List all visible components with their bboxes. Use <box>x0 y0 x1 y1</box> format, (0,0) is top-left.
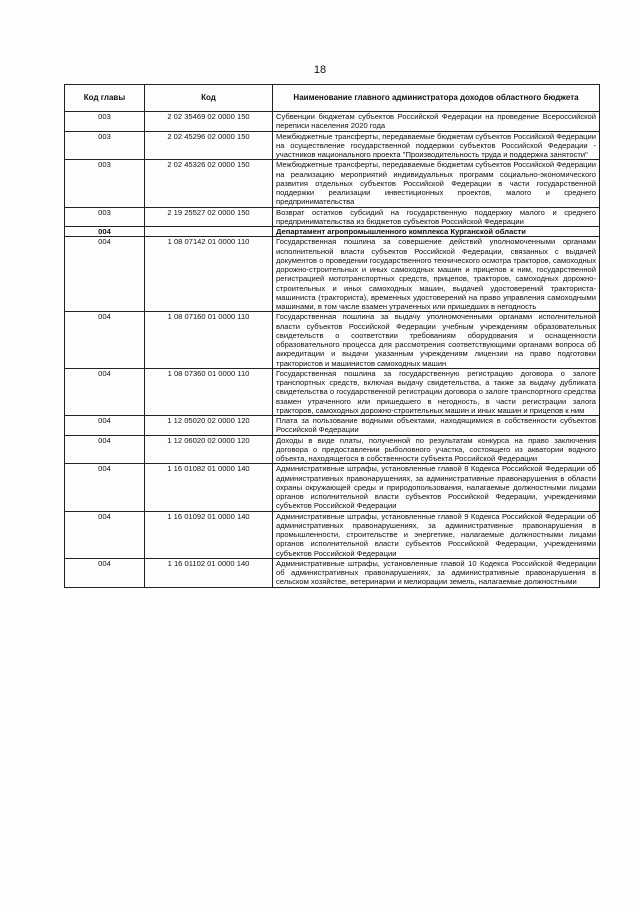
table-row <box>65 511 600 558</box>
table-header-row <box>65 85 600 112</box>
cell-code: 2 02 35469 02 0000 150 <box>145 112 273 132</box>
table-row <box>65 368 600 415</box>
table-row <box>65 160 600 207</box>
cell-name: Субвенции бюджетам субъектов Российской Федерации на проведение Всероссийской переписи населения 2020 года <box>273 112 600 132</box>
header-chapter-code: Код главы <box>65 85 145 112</box>
cell-chapter-code: 004 <box>65 464 145 511</box>
cell-name: Департамент агропромышленного комплекса Курганской области <box>273 227 600 237</box>
revenue-codes-table <box>64 84 600 588</box>
cell-code: 1 08 07360 01 0000 110 <box>145 368 273 415</box>
cell-name: Возврат остатков субсидий на государственную поддержку малого и среднего предпринимательства из бюджетов субъектов Российской Федерации <box>273 207 600 227</box>
table-row <box>65 435 600 464</box>
table-row <box>65 207 600 227</box>
cell-code: 1 16 01082 01 0000 140 <box>145 464 273 511</box>
cell-code: 2 19 25527 02 0000 150 <box>145 207 273 227</box>
cell-name: Межбюджетные трансферты, передаваемые бюджетам субъектов Российской Федерации на реализацию мероприятий индивидуальных программ социально-экономического развития отдельных субъектов Российской Федерации в части государственной поддержки реализации инвестиционных проектов, малого и среднего предпринимательства <box>273 160 600 207</box>
cell-chapter-code: 004 <box>65 511 145 558</box>
cell-chapter-code: 004 <box>65 558 145 587</box>
cell-chapter-code: 004 <box>65 435 145 464</box>
cell-chapter-code: 003 <box>65 160 145 207</box>
cell-code: 1 16 01102 01 0000 140 <box>145 558 273 587</box>
department-row <box>65 227 600 237</box>
cell-name: Межбюджетные трансферты, передаваемые бюджетам субъектов Российской Федерации на осуществление государственной поддержки субъектов Российской Федерации - участников национального проекта "Производительность труда и поддержка занятости" <box>273 131 600 160</box>
table-row <box>65 312 600 369</box>
cell-chapter-code: 004 <box>65 416 145 436</box>
cell-name: Государственная пошлина за государственную регистрацию договора о залоге транспортных средств, включая выдачу свидетельства, а также за выдачу дубликата свидетельства о государственной регистрации договора о залоге транспортного средства взамен утраченного или пришедшего в негодность, в части регистрации залога тракторов, самоходных дорожно-строительных машин и иных машин и прицепов к ним <box>273 368 600 415</box>
table-row <box>65 416 600 436</box>
cell-code: 1 08 07160 01 0000 110 <box>145 312 273 369</box>
cell-chapter-code: 004 <box>65 227 145 237</box>
cell-code: 2 02 45296 02 0000 150 <box>145 131 273 160</box>
cell-chapter-code: 003 <box>65 207 145 227</box>
cell-name: Государственная пошлина за выдачу уполномоченными органами исполнительной власти субъектов Российской Федерации учебным учреждениям образовательных свидетельств о соответствии требованиям оборудования и оснащенности образовательного процесса для рассмотрения соответствующими органами вопроса об аккредитации и выдачи указанным учреждениям лицензии на право подготовки трактористов и машинистов самоходных машин <box>273 312 600 369</box>
cell-chapter-code: 003 <box>65 112 145 132</box>
cell-chapter-code: 004 <box>65 237 145 312</box>
cell-name: Административные штрафы, установленные главой 9 Кодекса Российской Федерации об административных правонарушениях, за административные правонарушения в промышленности, строительстве и энергетике, налагаемые должностными лицами органов исполнительной власти субъектов Российской Федерации, учреждениями субъектов Российской Федерации <box>273 511 600 558</box>
cell-code: 1 12 05020 02 0000 120 <box>145 416 273 436</box>
cell-chapter-code: 004 <box>65 312 145 369</box>
cell-name: Административные штрафы, установленные главой 10 Кодекса Российской Федерации об административных правонарушениях, за административные правонарушения в сельском хозяйстве, ветеринарии и мелиорации земель, налагаемые должностными <box>273 558 600 587</box>
cell-name: Плата за пользование водными объектами, находящимися в собственности субъектов Российской Федерации <box>273 416 600 436</box>
cell-code <box>145 227 273 237</box>
cell-name: Государственная пошлина за совершение действий уполномоченными органами исполнительной власти субъектов Российской Федерации, связанных с выдачей документов о проведении государственного технического осмотра тракторов, самоходных дорожно-строительных и иных самоходных машин и прицепов к ним, государственной регистрацией мототранспортных средств, прицепов, тракторов, самоходных дорожно-строительных и иных самоходных машин, выдачей удостоверений тракториста-машиниста (тракториста), временных удостоверений на право управления самоходными машинами, в том числе взамен утраченных или пришедших в негодность <box>273 237 600 312</box>
header-administrator-name: Наименование главного администратора доходов областного бюджета <box>273 85 600 112</box>
table-body <box>65 112 600 588</box>
header-code: Код <box>145 85 273 112</box>
cell-code: 1 12 06020 02 0000 120 <box>145 435 273 464</box>
cell-name: Административные штрафы, установленные главой 8 Кодекса Российской Федерации об административных правонарушениях, за административные правонарушения в области охраны окружающей среды и природопользования, налагаемые должностными лицами органов исполнительной власти субъектов Российской Федерации, учреждениями субъектов Российской Федерации <box>273 464 600 511</box>
cell-name: Доходы в виде платы, полученной по результатам конкурса на право заключения договора о предоставлении рыболовного участка, состоящего из акватории водного объекта, находящегося в собственности субъекта Российской Федерации <box>273 435 600 464</box>
table-row <box>65 237 600 312</box>
table-row <box>65 112 600 132</box>
page-number: 18 <box>313 64 327 76</box>
cell-code: 2 02 45326 02 0000 150 <box>145 160 273 207</box>
table-row <box>65 131 600 160</box>
cell-chapter-code: 003 <box>65 131 145 160</box>
cell-code: 1 16 01092 01 0000 140 <box>145 511 273 558</box>
table-row <box>65 558 600 587</box>
table-row <box>65 464 600 511</box>
cell-chapter-code: 004 <box>65 368 145 415</box>
cell-code: 1 08 07142 01 0000 110 <box>145 237 273 312</box>
